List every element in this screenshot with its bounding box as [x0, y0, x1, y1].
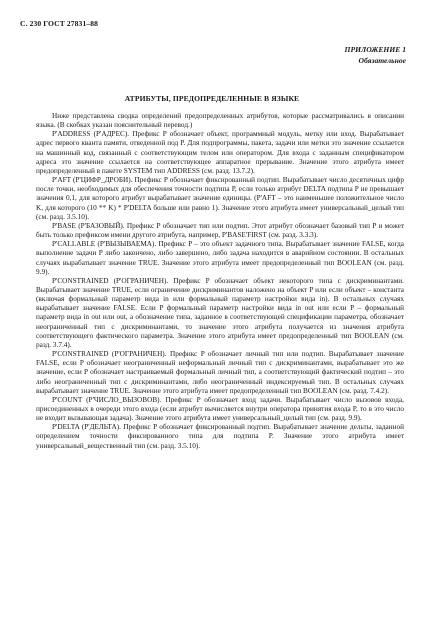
section-title: АТРИБУТЫ, ПРЕДОПРЕДЕЛЕННЫЕ В ЯЗЫКЕ — [124, 94, 300, 103]
paragraph-address: P'ADDRESS (P'АДРЕС). Префикс P обозначает объект, программный модуль, метку или вход. Вырабатывает адрес первого кванта памяти, отведенной под P. Для подпрограммы, пакета, задачи или метки это значение ссылается на машинный код, связанный с соответствующим телом или оператором. Для входа с заданным спецификатором адреса это значение ссылается на соответствующее аппаратное прерывание. Значение этого атрибута имеет предопределенный в пакете SYSTEM тип ADDRESS (см. разд. 13.7.2). — [36, 130, 404, 175]
paragraph-callable: P'CALLABLE (P'ВЫЗЫВАЕМА). Префикс P – это объект задачного типа. Вырабатывает значение FALSE, когда выполнение задачи P либо закончено, либо завершено, либо задача находится в аварийном состоянии. В остальных случаях вырабатывает значение TRUE. Значение этого атрибута имеет предопределенный тип BOOLEAN (см. разд. 9.9). — [36, 240, 404, 276]
paragraph-constrained-private: P'CONSTRAINED (P'ОГРАНИЧЕН). Префикс P обозначает личный тип или подтип. Вырабатывает значение FALSE, если P обозначает неограниченный неформальный личный тип с дискриминантами, вырабатывает это же значение, если P обозначает настраиваемый формальный личный тип, а соответствующий фактический подтип – это либо неограниченный тип с дискриминантами, либо неограниченный индексируемый тип. В остальных случаях вырабатывает значение TRUE. Значение этого атрибута имеет предопределенный тип BOOLEAN (см. разд. 7.4.2). — [36, 350, 404, 395]
page-header: С. 230 ГОСТ 27831–88 — [20, 19, 99, 28]
appendix-label — [345, 44, 406, 66]
appendix-subtitle: Обязательное — [358, 56, 406, 65]
paragraph-intro: Ниже представлена сводка определений предопределенных атрибутов, которые рассматривались в описании языка. (В скобках указан пояснительный перевод.) — [36, 112, 404, 130]
paragraph-base: P'BASE (P'БАЗОВЫЙ). Префикс P обозначает тип или подтип. Этот атрибут обозначает базовый тип P и может быть только префиксом имени другого атрибута, например, P'BASE'FIRST (см. разд. 3.3.3). — [36, 221, 404, 240]
paragraph-count: P'COUNT (P'ЧИСЛО_ВЫЗОВОВ). Префикс P обозначает вход задачи. Вырабатывает число вызовов входа, присоединенных в очереди этого входа (если атрибут вычисляется внутри оператора принятия входа P, то в это число не входит вызывающая задача). Значение этого атрибута имеет универсальный_целый тип (см. разд. 9.9). — [36, 395, 404, 423]
paragraph-delta: P'DELTA (P'ДЕЛЬТА). Префикс P обозначает фиксированный подтип. Вырабатывает значение дельты, заданной определением точности фиксированного типа для подтипа P. Значение этого атрибута имеет универсальный_вещественный тип (см. разд. 3.5.10). — [36, 423, 404, 450]
body-text — [36, 112, 404, 451]
paragraph-constrained-object: P'CONSTRAINED (P'ОГРАНИЧЕН). Префикс P обозначает объект некоторого типа с дискриминантами. Вырабатывает значение TRUE, если ограничение дискриминантов наложено на объект P или если объект – константа (включая формальный параметр вида in или формальный параметр настройки вида in). В остальных случаях вырабатывает значение FALSE. Если P формальный параметр настройки вида in out или если P – формальный параметр вида in out или out, а обозначение типа, заданное в соответствующей спецификации параметра, обозначает неограниченный тип с дискриминантами, то значение этого атрибута получается из значения атрибута соответствующего фактического параметра. Значение этого атрибута имеет предопределенный тип BOOLEAN (см. разд. 3.7.4). — [36, 276, 404, 349]
paragraph-aft: P'AFT (P'ЦИФР_ДРОБИ). Префикс P обозначает фиксированный подтип. Вырабатывает число десятичных цифр после точки, необходимых для обеспечения точности подтипа P, если только атрибут DELTA подтипа P не превышает значения 0,1, для которого атрибут вырабатывает значение единицы. (P'AFT – это наименьшее положительное число K, для которого (10 ** K) * P'DELTA больше или равно 1). Значение этого атрибута имеет универсальный_целый тип (см. разд. 3.5.10). — [36, 176, 404, 221]
appendix-title: ПРИЛОЖЕНИЕ 1 — [344, 45, 406, 54]
